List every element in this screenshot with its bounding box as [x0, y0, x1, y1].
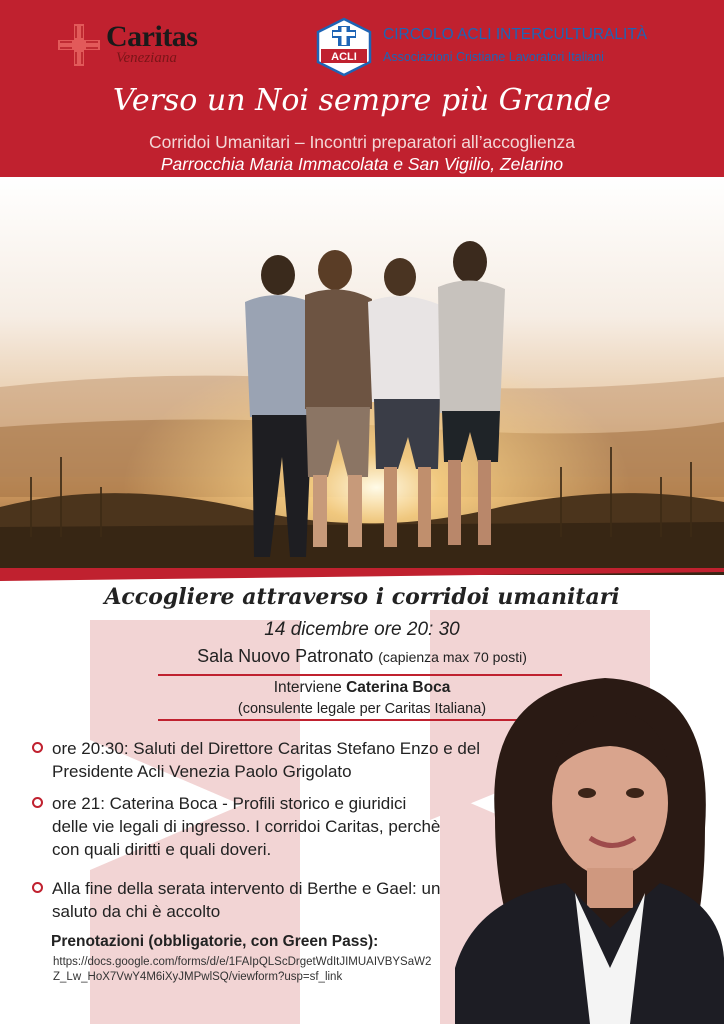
agenda-text: ore 20:30: Saluti del Direttore Caritas Stefano Enzo e del Presidente Acli Venezia Paolo Grigolato	[52, 739, 481, 781]
speaker-portrait	[455, 668, 724, 1024]
bullet-icon	[32, 797, 43, 808]
speaker-role: (consulente legale per Caritas Italiana)	[237, 701, 487, 717]
acli-badge-icon	[315, 17, 373, 77]
header-banner	[0, 0, 724, 177]
bullet-icon	[32, 742, 43, 753]
booking-link[interactable]: https://docs.google.com/forms/d/e/1FAIpQLScDrgetWdItJIMUAIVBYSaW2Z_Lw_HoX7VwY4M6iXyJMPwlSQ/viewform?usp=sf_link	[53, 956, 432, 983]
agenda-item	[34, 737, 514, 783]
speaker-prefix: Interviene	[273, 679, 342, 696]
speaker-name: Caterina Boca	[346, 679, 451, 696]
main-title: Verso un Noi sempre più Grande	[112, 83, 612, 118]
parish-name: Parrocchia Maria Immacolata e San Vigilio, Zelarino	[160, 154, 564, 174]
venue-capacity: (capienza max 70 posti)	[378, 649, 527, 665]
acli-title: CIRCOLO ACLI INTERCULTURALITÀ	[383, 26, 648, 43]
booking-label: Prenotazioni (obbligatorie, con Green Pass):	[51, 933, 379, 950]
venue-name: Sala Nuovo Patronato	[197, 646, 374, 666]
caritas-logo	[56, 18, 216, 70]
agenda-text: Alla fine della serata intervento di Berthe e Gael: un saluto da chi è accolto	[52, 879, 441, 921]
caritas-subname: Veneziana	[116, 50, 177, 66]
acli-badge-text: ACLI	[331, 51, 357, 63]
event-date: 14 dicembre ore 20: 30	[264, 619, 460, 640]
caritas-name: Caritas	[106, 20, 198, 53]
agenda-item	[34, 877, 514, 923]
subtitle: Corridoi Umanitari – Incontri preparatori all’accoglienza	[148, 132, 576, 152]
agenda-text: ore 21: Caterina Boca - Profili storico e giuridici delle vie legali di ingresso. I corridoi Caritas, perchè con quali diritti e quali doveri.	[52, 794, 441, 859]
hero-photo	[0, 177, 724, 575]
caritas-cross-icon	[56, 22, 102, 68]
agenda-item	[34, 792, 514, 861]
acli-subtitle: Associazioni Cristiane Lavoratori Italiani	[383, 50, 604, 64]
bullet-icon	[32, 882, 43, 893]
event-title: Accogliere attraverso i corridoi umanitari	[104, 584, 620, 610]
event-venue	[0, 646, 724, 667]
